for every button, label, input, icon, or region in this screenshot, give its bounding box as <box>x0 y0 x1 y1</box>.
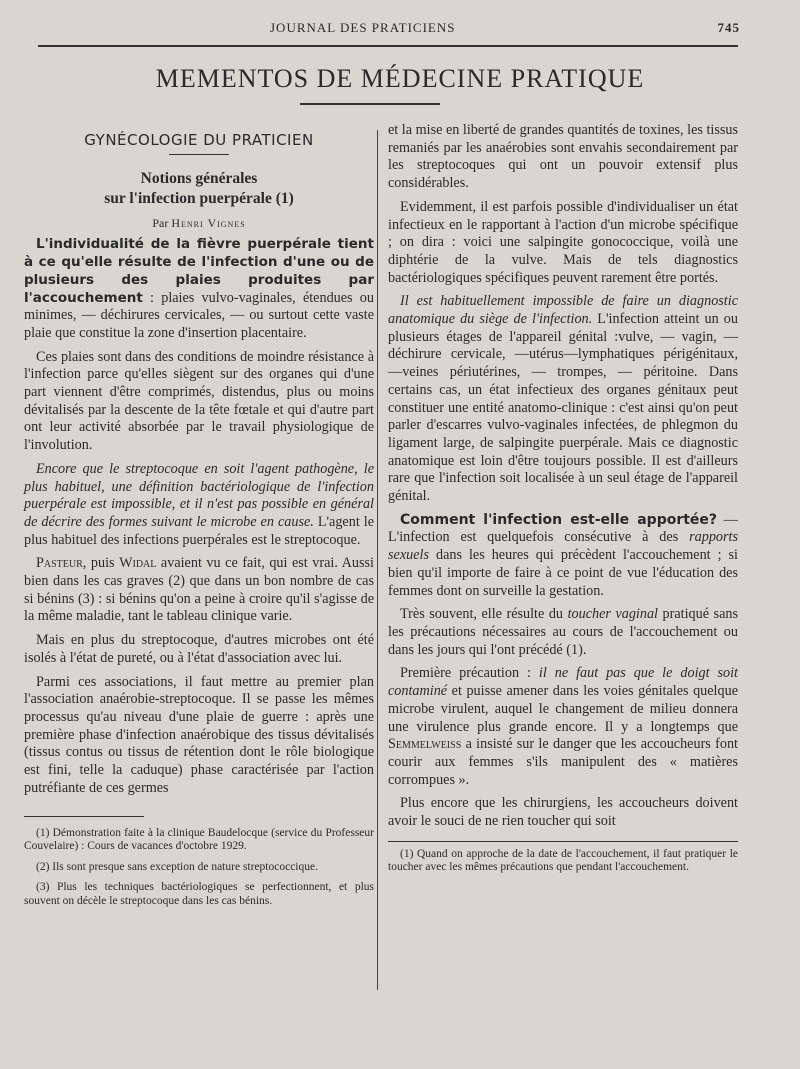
byline <box>24 215 374 233</box>
paragraph <box>388 606 738 659</box>
author-ref: Semmelweiss <box>388 736 462 753</box>
footnote: (3) Plus les techniques bactériologiques se perfectionnent, et plus souvent on décèle le streptocoque dans les cas bénins. <box>24 881 374 907</box>
paragraph-text: avaient vu ce fait, qui est vrai. Aussi bien dans les cas graves (2) que dans un bon nombre de cas si bénins (3) : si bénins qu'on a peine à croire qu'il s'agisse de la même maladie, tant le tableau clinique varie. <box>24 555 374 625</box>
journal-name: JOURNAL DES PRATICIENS <box>270 20 456 35</box>
footnote: (2) Ils sont presque sans exception de nature streptococcique. <box>36 860 318 873</box>
paragraph-text: : plaies vulvo-vaginales, étendues ou minimes, — déchirures cervicales, — ou surtout cette vaste plaie que constitue la zone d'insertion placentaire. <box>24 289 374 341</box>
running-header <box>20 14 760 34</box>
paragraph-text: , puis <box>82 555 120 572</box>
author-ref: Pasteur <box>36 555 83 572</box>
column-divider <box>377 130 378 990</box>
paragraph-text: pratiqué sans les précautions nécessaires au cours de l'accouchement ou dans les jours qui l'ont précédé (1). <box>388 606 738 658</box>
italic-text: il ne faut pas que le doigt soit contaminé <box>388 665 738 700</box>
footnote: (1) Démonstration faite à la clinique Baudelocque (service du Professeur Couvelaire) : Cours de vacances d'octobre 1929. <box>24 826 374 852</box>
article-title-line2: sur l'infection puerpérale (1) <box>104 189 294 207</box>
header-rule <box>38 45 738 47</box>
italic-text: rapports sexuels <box>388 529 738 564</box>
paragraph: Evidemment, il est parfois possible d'individualiser un état infectieux en le rapportant à l'action d'un microbe spécifique ; on dira : voici une salpingite gonococcique, voilà une diphtérie de la vulve. Mais de tels diagnostics bactériologiques spécifiques peuvent rarement être portés. <box>388 198 738 286</box>
footnote: (1) Quand on approche de la date de l'accouchement, il faut pratiquer le toucher avec les mêmes précautions que pendant l'accouchement. <box>388 847 738 874</box>
paragraph: et la mise en liberté de grandes quantités de toxines, les tissus remaniés par les anaérobies sont envahis secondairement par les streptocoques qui ont un pouvoir extensif plus considérables. <box>388 122 738 192</box>
main-title: MEMENTOS DE MÉDECINE PRATIQUE <box>155 64 645 93</box>
paragraph-text: a insisté sur le danger que les accoucheurs font courir aux femmes s'ils manipulent des « matières corrompues ». <box>388 736 738 788</box>
paragraph: Parmi ces associations, il faut mettre au premier plan l'association anaérobie-streptocoque. Il se passe les mêmes processus qu'au niveau d'une plaie de guerre : après une première phase d'infection anaérobique des tissus dévitalisés (tissus contus ou tissus de rétention dont le rôle biologique est fini, telle la caduque) phase caractérisée par l'action putréfiante de ces germes <box>24 673 374 796</box>
paragraph-text: L'agent le plus habituel des infections puerpérales est le streptocoque. <box>24 513 375 548</box>
page-number: 745 <box>717 20 740 35</box>
paragraph-text: L'infection atteint un ou plusieurs étages de l'appareil génital :vulve, — vagin, — déchirure cervicale, —utérus—lymphatiques périgénitaux, —veines périutérines, — trompes, — péritoine. Dans certains cas, un état infectieux des organes génitaux peut constituer une entité anatomo-clinique : c'est ainsi qu'on peut parler d'escarres vulvo-vaginales infectées, de phlegmon du ligament large, de salpingite puerpérale. Mais ce diagnostic anatomique est loin d'être toujours possible. Il est d'ailleurs rare que l'infection soit localisée à un seul étage de l'appareil génital. <box>388 311 738 505</box>
paragraph: Plus encore que les chirurgiens, les accoucheurs doivent avoir le souci de ne rien toucher qui soit <box>388 795 738 830</box>
footnote-rule <box>24 816 144 817</box>
paragraph-text: et puisse amener dans les voies génitales quelque microbe virulent, auquel le changement de milieu donnera une virulence plus grande encore. Il y a longtemps que <box>388 683 738 735</box>
left-column <box>24 122 374 915</box>
subheading: Comment l'infection est-elle apportée? <box>400 511 718 528</box>
paragraph <box>388 293 738 505</box>
paragraph-text: — L'infection est quelquefois consécutive à des <box>388 511 738 546</box>
paragraph-text: Très souvent, elle résulte du <box>400 606 568 623</box>
paragraph-text: dans les heures qui précèdent l'accouchement ; si bien qu'il importe de faire à ce point de vue l'éducation des femmes dont on surveille la gestation. <box>388 547 738 599</box>
paragraph <box>388 665 738 789</box>
section-title: GYNÉCOLOGIE DU PRATICIEN <box>84 131 314 149</box>
title-rule <box>300 103 440 105</box>
paragraph <box>388 512 738 601</box>
right-column <box>388 122 738 882</box>
author-name: Henri Vignes <box>171 215 246 230</box>
paragraph: Mais en plus du streptocoque, d'autres microbes ont été isolés à l'état de pureté, ou à l'état d'association avec lui. <box>24 632 374 666</box>
section-rule <box>169 154 229 155</box>
paragraph <box>24 461 374 550</box>
author-ref: Widal <box>119 555 157 572</box>
footnote-rule <box>388 841 738 842</box>
paragraph: Ces plaies sont dans des conditions de moindre résistance à l'infection parce qu'elles siègent sur des organes qui d'une part viennent d'être comprimés, distendus, plus ou moins dévitalisés par la descente de la tête fœtale et qui d'autre part ont leur activité absorbée par le travail physiologique de l'involution. <box>24 348 374 454</box>
lead-text: L'individualité de la fièvre puerpérale tient à ce qu'elle résulte de l'infection d'une ou de plusieurs des plaies produites par l'accouchement <box>24 236 374 306</box>
italic-text: Il est habituellement impossible de faire un diagnostic anatomique du siège de l'infection. <box>388 293 738 328</box>
italic-text: Encore que le streptocoque en soit l'agent pathogène, le plus habituel, une définition bactériologique de l'infection puerpérale est impossible, et il n'est pas possible en général de décrire des formes suivant le microbe en cause. <box>24 460 374 530</box>
paragraph-text: Première précaution : <box>400 665 539 682</box>
article-title-line1: Notions générales <box>140 169 258 187</box>
byline-prefix: Par <box>152 215 169 230</box>
paragraph <box>24 555 374 626</box>
italic-text: toucher vaginal <box>567 606 658 623</box>
paragraph <box>24 236 374 342</box>
